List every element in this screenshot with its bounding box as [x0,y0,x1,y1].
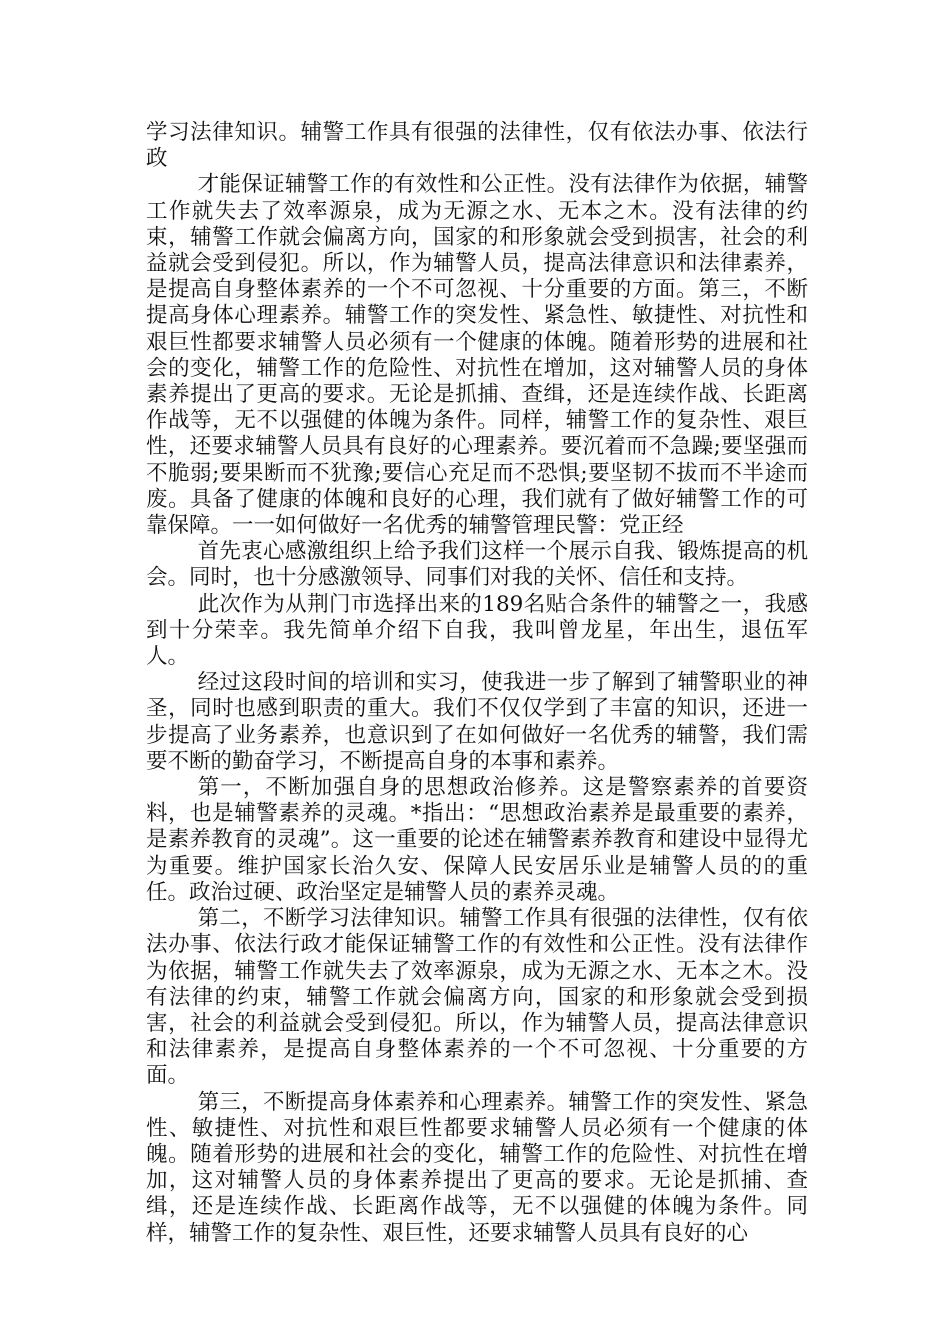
paragraph: 经过这段时间的培训和实习，使我进一步了解到了辅警职业的神圣，同时也感到职责的重大。我们不仅仅学到了丰富的知识，还进一步提高了业务素养，也意识到了在如何做好一名优秀的辅警，我们需要不断的勤奋学习，不断提高自身的本事和素养。 [146,670,808,774]
paragraph: 第二，不断学习法律知识。辅警工作具有很强的法律性，仅有依法办事、依法行政才能保证辅警工作的有效性和公正性。没有法律作为依据，辅警工作就失去了效率源泉，成为无源之水、无本之木。没有法律的约束，辅警工作就会偏离方向，国家的和形象就会受到损害，社会的利益就会受到侵犯。所以，作为辅警人员，提高法律意识和法律素养，是提高自身整体素养的一个不可忽视、十分重要的方面。 [146,906,808,1089]
paragraph: 第三，不断提高身体素养和心理素养。辅警工作的突发性、紧急性、敏捷性、对抗性和艰巨性都要求辅警人员必须有一个健康的体魄。随着形势的进展和社会的变化，辅警工作的危险性、对抗性在增加，这对辅警人员的身体素养提出了更高的要求。无论是抓捕、查缉，还是连续作战、长距离作战等，无不以强健的体魄为条件。同样，辅警工作的复杂性、艰巨性，还要求辅警人员具有良好的心 [146,1089,808,1246]
paragraph: 第一，不断加强自身的思想政治修养。这是警察素养的首要资料，也是辅警素养的灵魂。*指出：“思想政治素养是最重要的素养，是素养教育的灵魂”。这一重要的论述在辅警素养教育和建设中显得尤为重要。维护国家长治久安、保障人民安居乐业是辅警人员的的重任。政治过硬、政治坚定是辅警人员的素养灵魂。 [146,775,808,905]
document-body [146,120,808,1247]
paragraph: 此次作为从荆门市选择出来的189名贴合条件的辅警之一，我感到十分荣幸。我先简单介绍下自我，我叫曾龙星，年出生，退伍军人。 [146,591,808,670]
paragraph: 才能保证辅警工作的有效性和公正性。没有法律作为依据，辅警工作就失去了效率源泉，成为无源之水、无本之木。没有法律的约束，辅警工作就会偏离方向，国家的和形象就会受到损害，社会的利益就会受到侵犯。所以，作为辅警人员，提高法律意识和法律素养，是提高自身整体素养的一个不可忽视、十分重要的方面。第三，不断提高身体心理素养。辅警工作的突发性、紧急性、敏捷性、对抗性和艰巨性都要求辅警人员必须有一个健康的体魄。随着形势的进展和社会的变化，辅警工作的危险性、对抗性在增加，这对辅警人员的身体素养提出了更高的要求。无论是抓捕、查缉，还是连续作战、长距离作战等，无不以强健的体魄为条件。同样，辅警工作的复杂性、艰巨性，还要求辅警人员具有良好的心理素养。要沉着而不急躁;要坚强而不脆弱;要果断而不犹豫;要信心充足而不恐惧;要坚韧不拔而不半途而废。具备了健康的体魄和良好的心理，我们就有了做好辅警工作的可靠保障。一一如何做好一名优秀的辅警管理民警：党正经 [146,172,808,539]
paragraph: 学习法律知识。辅警工作具有很强的法律性，仅有依法办事、依法行政 [146,120,808,172]
paragraph: 首先衷心感激组织上给予我们这样一个展示自我、锻炼提高的机会。同时，也十分感激领导、同事们对我的关怀、信任和支持。 [146,539,808,591]
